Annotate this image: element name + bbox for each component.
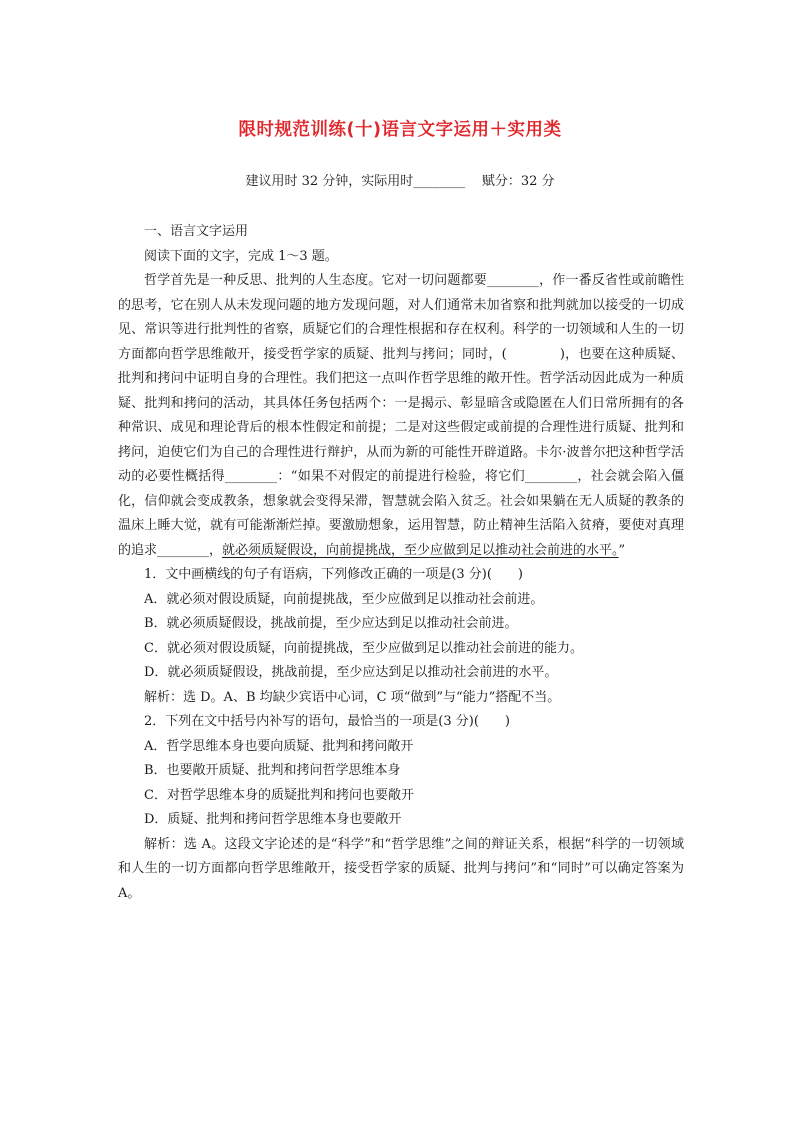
passage-end: ” [618, 542, 626, 558]
question-1-option-a: A．就必须对假设质疑，向前提挑战，至少应做到足以推动社会前进。 [144, 591, 544, 607]
question-1-option-b: B．就必须质疑假设，挑战前提，至少应达到足以推动社会前进。 [144, 616, 518, 631]
question-2-option-d: D．质疑、批判和拷问哲学思维本身也要敞开 [144, 812, 402, 827]
document-body [118, 220, 684, 906]
question-1-option-d: D．就必须质疑假设，挑战前提，至少应达到足以推动社会前进的水平。 [144, 665, 558, 680]
question-2-option-a: A．哲学思维本身也要向质疑、批判和拷问敞开 [144, 738, 414, 754]
question-2-analysis: 解析：选 A。这段文字论述的是“科学”和“哲学思维”之间的辩证关系，根据“科学的一切领域和人生的一切方面都向哲学思维敞开，接受哲学家的质疑、批判与拷问”和“同时”可以确定答案为 A。 [118, 836, 684, 901]
question-2-option-b: B．也要敞开质疑、批判和拷问哲学思维本身 [144, 763, 401, 778]
question-1-option-c: C．就必须对假设质疑，向前提挑战，至少应做到足以推动社会前进的能力。 [144, 640, 583, 656]
score-label: 赋分：32 分 [481, 174, 555, 189]
question-2-option-c: C．对哲学思维本身的质疑批判和拷问也要敞开 [144, 787, 414, 803]
section-heading: 一、语言文字运用 [144, 224, 249, 239]
question-1-stem: 1．文中画横线的句子有语病，下列修改正确的一项是(3 分)( ) [144, 567, 523, 582]
time-score-line [0, 170, 800, 189]
underlined-sentence: 就必须质疑假设，向前提挑战，至少应做到足以推动社会前进的水平。 [222, 542, 619, 558]
actual-time-blank: ________ [413, 174, 466, 189]
suggested-time-label: 建议用时 32 分钟，实际用时 [245, 174, 414, 189]
document-title: 限时规范训练(十)语言文字运用＋实用类 [238, 120, 562, 140]
passage-text: 哲学首先是一种反思、批判的人生态度。它对一切问题都要________，作一番反省性或前瞻性的思考，它在别人从未发现问题的地方发现问题，对人们通常未加省察和批判就加以接受的一切成见、常识等进行批判性的省察，质疑它们的合理性根据和存在权利。科学的一切领域和人生的一切方面都向哲学思维敞开，接受哲学家的质疑、批判与拷问；同时，( )，也要在这种质疑、批判和拷问中证明自身的合理性。我们把这一点叫作哲学思维的敞开性。哲学活动因此成为一种质疑、批判和拷问的活动，其具体任务包括两个：一是揭示、彰显暗含或隐匿在人们日常所拥有的各种常识、成见和理论背后的根本性假定和前提；二是对这些假定或前提的合理性进行质疑、批判和拷问，迫使它们为自己的合理性进行辩护，从而为新的可能性开辟道路。卡尔·波普尔把这种哲学活动的必要性概括得________：“如果不对假定的前提进行检验，将它们________，社会就会陷入僵化，信仰就会变成教条，想象就会变得呆滞，智慧就会陷入贫乏。社会如果躺在无人质疑的教条的温床上睡大觉，就有可能渐渐烂掉。要激励想象，运用智慧，防止精神生活陷入贫瘠，要使对真理的追求________， [118, 273, 684, 558]
question-1-analysis: 解析：选 D。A、B 均缺少宾语中心词，C 项“做到”与“能力”搭配不当。 [144, 689, 561, 705]
question-2-stem: 2．下列在文中括号内补写的语句，最恰当的一项是(3 分)( ) [144, 714, 510, 729]
instruction-text: 阅读下面的文字，完成 1～3 题。 [144, 248, 338, 264]
reading-passage [118, 269, 684, 563]
